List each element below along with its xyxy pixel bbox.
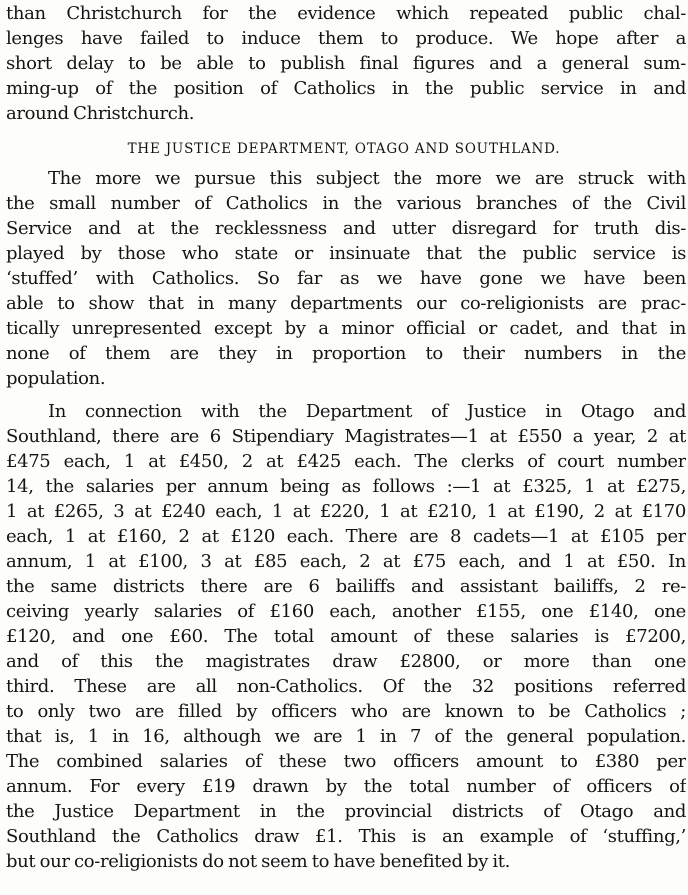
text-line: and of this the magistrates draw £2800, or more than one: [6, 651, 686, 672]
text-line: Service and at the recklessness and utter disregard for truth dis-: [6, 218, 686, 239]
text-line: around Christchurch.: [6, 103, 195, 124]
text-line: but our co-religionists do not seem to have benefited by it.: [6, 851, 511, 872]
text-line: tically unrepresented except by a minor official or cadet, and that in: [6, 318, 686, 339]
text-line: played by those who state or insinuate that the public service is: [6, 243, 686, 264]
text-line: the Justice Department in the provincial districts of Otago and: [6, 801, 686, 822]
text-line: able to show that in many departments our co-religionists are prac-: [6, 293, 686, 314]
text-line: annum. For every £19 drawn by the total number of officers of: [6, 776, 686, 797]
text-line: the same districts there are 6 bailiffs and assistant bailiffs, 2 re-: [6, 576, 686, 597]
text-line: the small number of Catholics in the various branches of the Civil: [6, 193, 686, 214]
text-line: Southland the Catholics draw £1. This is an example of ‘stuffing,’: [6, 826, 686, 847]
text-line: ceiving yearly salaries of £160 each, another £155, one £140, one: [6, 601, 686, 622]
text-line: The combined salaries of these two officers amount to £380 per: [6, 751, 686, 772]
text-line: none of them are they in proportion to their numbers in the: [6, 343, 686, 364]
section-heading: THE JUSTICE DEPARTMENT, OTAGO AND SOUTHLAND.: [127, 141, 561, 157]
text-line: annum, 1 at £100, 3 at £85 each, 2 at £75 each, and 1 at £50. In: [6, 551, 686, 572]
text-line: 1 at £265, 3 at £240 each, 1 at £220, 1 at £210, 1 at £190, 2 at £170: [6, 501, 686, 522]
text-line: than Christchurch for the evidence which repeated public chal-: [6, 3, 686, 24]
text-line: lenges have failed to induce them to produce. We hope after a: [6, 28, 686, 49]
text-line: The more we pursue this subject the more we are struck with: [48, 168, 686, 189]
text-line: £475 each, 1 at £450, 2 at £425 each. The clerks of court number: [6, 451, 686, 472]
text-line: short delay to be able to publish final figures and a general sum-: [6, 53, 686, 74]
text-line: that is, 1 in 16, although we are 1 in 7 of the general population.: [6, 726, 686, 747]
text-line: each, 1 at £160, 2 at £120 each. There are 8 cadets—1 at £105 per: [6, 526, 686, 547]
text-line: ‘stuffed’ with Catholics. So far as we have gone we have been: [6, 268, 686, 289]
text-line: 14, the salaries per annum being as follows :—1 at £325, 1 at £275,: [6, 476, 686, 497]
text-line: £120, and one £60. The total amount of these salaries is £7200,: [6, 626, 686, 647]
text-line: In connection with the Department of Justice in Otago and: [48, 401, 686, 422]
text-line: third. These are all non-Catholics. Of the 32 positions referred: [6, 676, 686, 697]
text-line: to only two are filled by officers who are known to be Catholics ;: [6, 701, 686, 722]
text-line: ming-up of the position of Catholics in the public service in and: [6, 78, 686, 99]
text-line: Southland, there are 6 Stipendiary Magistrates—1 at £550 a year, 2 at: [6, 426, 686, 447]
text-line: population.: [6, 368, 106, 389]
